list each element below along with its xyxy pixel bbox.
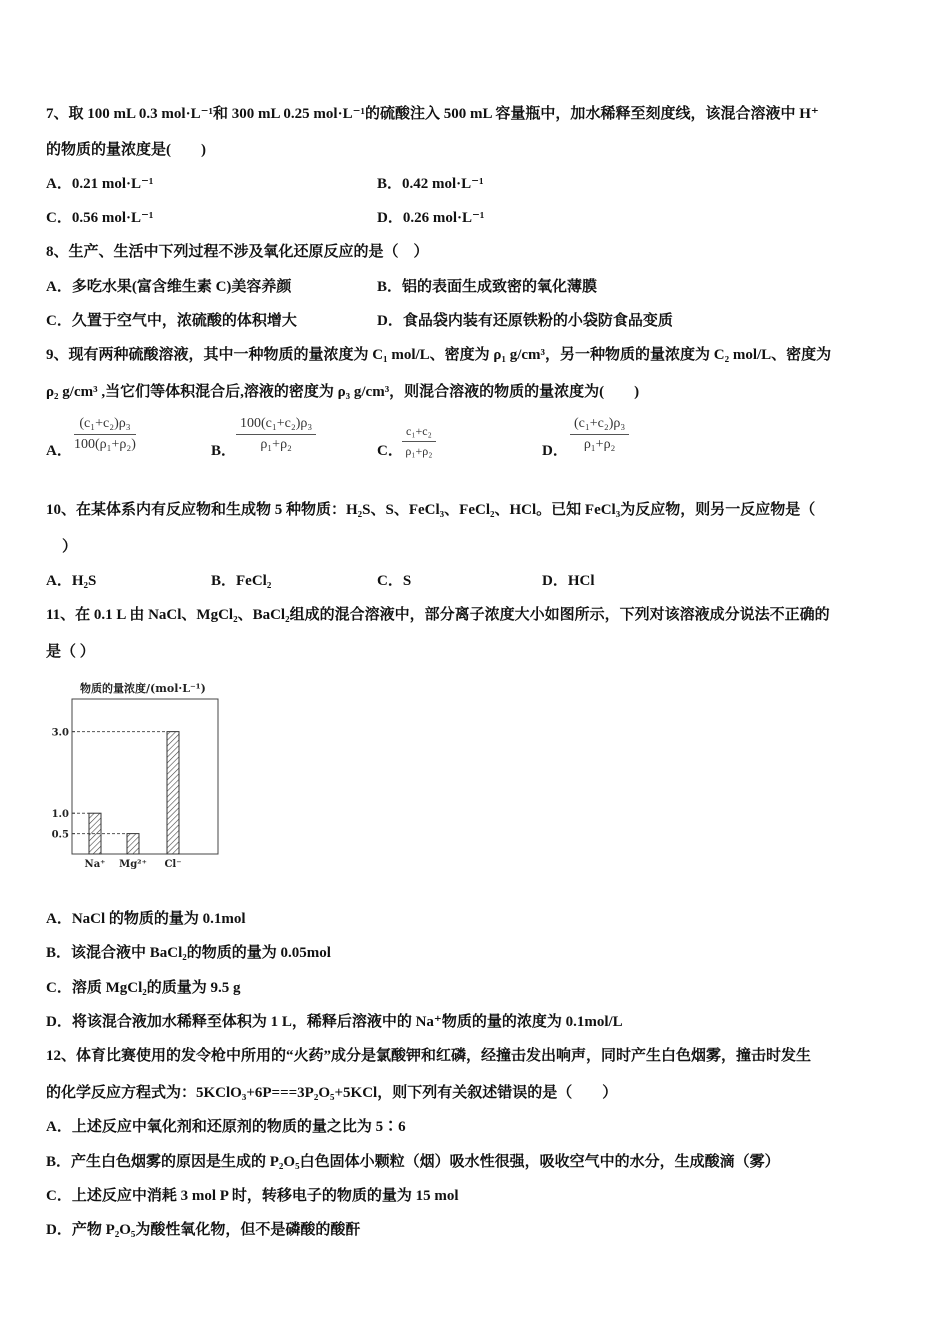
chart-x-tick-label: Na⁺ (84, 859, 106, 870)
q10-option-d[interactable]: D．HCl (542, 573, 595, 589)
chart-title: 物质的量浓度/(mol·L⁻¹) (80, 682, 206, 695)
q9-option-d-fraction (570, 416, 629, 453)
q9-a-denominator: 100(ρ₁+ρ₂) (74, 437, 136, 452)
q9-stem-line2: ρ₂ g/cm³ ,当它们等体积混合后,溶液的密度为 ρ₃ g/cm³，则混合溶液的物质的量浓度为( ) (46, 384, 640, 400)
chart-x-tick-label: Cl⁻ (164, 859, 182, 870)
q12-stem-line2: 的化学反应方程式为：5KClO₃+6P===3P₂O₅+5KCl，则下列有关叙述错误的是（ ） (46, 1085, 618, 1101)
q7-stem-line1: 7、取 100 mL 0.3 mol·L⁻¹和 300 mL 0.25 mol·L⁻¹的硫酸注入 500 mL 容量瓶中，加水稀释至刻度线，该混合溶液中 H⁺ (46, 106, 819, 122)
q10-stem-line1: 10、在某体系内有反应物和生成物 5 种物质：H₂S、S、FeCl₃、FeCl₂、HCl。已知 FeCl₃为反应物，则另一反应物是（ (46, 502, 816, 518)
q12-stem-line1: 12、体育比赛使用的发令枪中所用的“火药”成分是氯酸钾和红磷，经撞击发出响声，同时产生白色烟雾，撞击时发生 (46, 1048, 812, 1064)
q11-stem-line2: 是（ ） (46, 644, 95, 660)
q8-option-a[interactable]: A．多吃水果(富含维生素 C)美容养颜 (46, 279, 292, 295)
q9-b-numerator: 100(c₁+c₂)ρ₃ (236, 416, 316, 435)
q10-stem-line2: ） (62, 539, 78, 555)
q9-option-a-label[interactable]: A． (46, 443, 72, 459)
q8-option-d[interactable]: D．食品袋内装有还原铁粉的小袋防食品变质 (377, 313, 673, 329)
q7-stem-line2: 的物质的量浓度是( ) (46, 142, 206, 158)
q11-stem-line1: 11、在 0.1 L 由 NaCl、MgCl₂、BaCl₂组成的混合溶液中，部分离子浓度大小如图所示，下列对该溶液成分说法不正确的 (46, 607, 830, 623)
q8-option-c[interactable]: C．久置于空气中，浓硫酸的体积增大 (46, 313, 297, 329)
q7-option-c[interactable]: C．0.56 mol·L⁻¹ (46, 210, 154, 226)
q9-option-b-fraction (236, 416, 316, 453)
q9-a-numerator: (c₁+c₂)ρ₃ (74, 416, 136, 435)
q7-option-d[interactable]: D．0.26 mol·L⁻¹ (377, 210, 485, 226)
q9-option-d-label[interactable]: D． (542, 443, 568, 459)
q8-option-b[interactable]: B．铝的表面生成致密的氧化薄膜 (377, 279, 598, 295)
q9-stem-line1: 9、现有两种硫酸溶液，其中一种物质的量浓度为 C₁ mol/L、密度为 ρ₁ g/cm³，另一种物质的量浓度为 C₂ mol/L、密度为 (46, 347, 832, 363)
q9-c-numerator: c₁+c₂ (402, 424, 436, 442)
q11-option-b[interactable]: B．该混合液中 BaCl₂的物质的量为 0.05mol (46, 945, 331, 961)
chart-bar-2 (167, 732, 179, 854)
q12-option-a[interactable]: A．上述反应中氧化剂和还原剂的物质的量之比为 5∶6 (46, 1119, 406, 1135)
chart-x-tick-label: Mg²⁺ (119, 859, 147, 870)
q11-option-c[interactable]: C．溶质 MgCl₂的质量为 9.5 g (46, 980, 241, 996)
q9-option-b-label[interactable]: B． (211, 443, 237, 459)
chart-y-tick-label: 3.0 (51, 727, 69, 739)
q8-stem: 8、生产、生活中下列过程不涉及氧化还原反应的是（ ） (46, 244, 429, 260)
q9-option-a-fraction (74, 416, 136, 453)
q12-option-b[interactable]: B．产生白色烟雾的原因是生成的 P₂O₅白色固体小颗粒（烟）吸水性很强，吸收空气中的水分，生成酸滴（雾） (46, 1154, 780, 1170)
q9-d-denominator: ρ₁+ρ₂ (583, 437, 616, 452)
q9-c-denominator: ρ₁+ρ₂ (405, 444, 433, 458)
q9-d-numerator: (c₁+c₂)ρ₃ (570, 416, 629, 435)
q7-option-a[interactable]: A．0.21 mol·L⁻¹ (46, 176, 154, 192)
q11-option-d[interactable]: D．将该混合液加水稀释至体积为 1 L，稀释后溶液中的 Na⁺物质的量的浓度为 0.1mol/L (46, 1014, 623, 1030)
q12-option-d[interactable]: D．产物 P₂O₅为酸性氧化物，但不是磷酸的酸酐 (46, 1222, 361, 1238)
chart-bar-0 (89, 813, 101, 854)
q9-b-denominator: ρ₁+ρ₂ (260, 437, 292, 452)
q10-option-c[interactable]: C．S (377, 573, 412, 589)
ion-concentration-chart (46, 680, 226, 880)
q9-option-c-fraction (402, 424, 436, 459)
q9-option-c-label[interactable]: C． (377, 443, 403, 459)
chart-y-tick-label: 0.5 (51, 829, 69, 841)
q10-option-a[interactable]: A．H₂S (46, 573, 97, 589)
chart-bar-1 (127, 834, 139, 854)
chart-y-tick-label: 1.0 (51, 809, 69, 821)
q7-option-b[interactable]: B．0.42 mol·L⁻¹ (377, 176, 484, 192)
q11-option-a[interactable]: A．NaCl 的物质的量为 0.1mol (46, 911, 246, 927)
q10-option-b[interactable]: B．FeCl₂ (211, 573, 272, 589)
q12-option-c[interactable]: C．上述反应中消耗 3 mol P 时，转移电子的物质的量为 15 mol (46, 1188, 459, 1204)
